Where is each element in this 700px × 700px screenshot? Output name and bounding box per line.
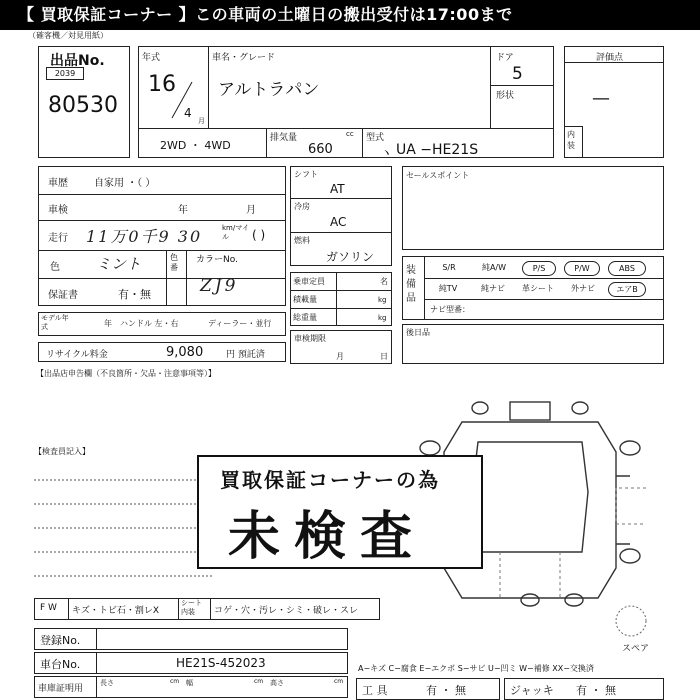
handle-value: ハンドル 左・右: [120, 319, 179, 328]
cert-width: 幅: [186, 679, 193, 687]
displacement-unit: cc: [346, 130, 354, 138]
shift-label: シフト: [294, 170, 318, 179]
color-no-label: 色番: [170, 253, 178, 272]
warranty-value: 有・無: [118, 288, 151, 301]
history-label: 車歴: [48, 178, 68, 189]
fw-label: F W: [40, 603, 57, 613]
model-value: UA −HE21S: [396, 142, 479, 158]
fw-value: キズ・トビ石・割レX: [72, 606, 159, 616]
year-label: 年式: [142, 53, 161, 63]
jack-value: 有 ・ 無: [576, 684, 616, 697]
stamp-line1: 買取保証コーナーの為: [220, 468, 440, 492]
warranty-label: 保証書: [48, 290, 78, 301]
lot-stamp: 2039: [46, 67, 84, 80]
inspection-month: 月: [246, 205, 256, 216]
tools-label: 工 具: [362, 684, 388, 697]
year-month-suffix: 月: [198, 117, 205, 125]
lot-label: 出品No.: [50, 53, 105, 69]
model-year-label: モデル年式: [41, 314, 69, 331]
header-fragment: （確客機／対見用紙）: [28, 31, 108, 40]
fuel-label: 燃料: [294, 236, 310, 245]
seat-label: シート内装: [181, 599, 202, 616]
mileage-value: 11万0千9 30: [86, 227, 203, 246]
equip-leather: 革シート: [522, 284, 554, 293]
tools-value: 有 ・ 無: [426, 684, 466, 697]
load-unit: kg: [378, 296, 387, 304]
year-month: 4: [184, 106, 192, 120]
period-month: 月: [336, 352, 344, 361]
car-name-value: アルトラパン: [218, 80, 320, 100]
mileage-label: 走行: [48, 233, 68, 244]
rating-value: —: [592, 88, 610, 109]
damage-legend: A−キズ C−腐食 E−エクボ S−サビ U−凹ミ W−補修 XX−交換済: [358, 664, 594, 673]
color-label: 色: [50, 262, 60, 273]
equip-airbag: エアB: [608, 282, 646, 297]
cert-cm-3: cm: [334, 678, 344, 685]
ac-value: AC: [330, 215, 347, 229]
stamp-line2: 未検査: [228, 507, 427, 567]
model-year-year: 年: [104, 319, 112, 328]
equip-ps: P/S: [522, 261, 556, 276]
equip-tv: 純TV: [438, 284, 458, 293]
report-label: 【出品店申告欄（不良箇所・欠品・注意事項等）】: [36, 369, 216, 378]
mileage-unit: km/マイル: [222, 224, 250, 241]
inspection-label: 車検: [48, 205, 68, 216]
sales-point-label: セールスポイント: [406, 171, 470, 180]
recycle-suffix: 円 預託済: [226, 350, 265, 360]
weight-unit: kg: [378, 314, 387, 322]
cert-label: 車庫証明用: [38, 684, 84, 694]
ac-label: 冷房: [294, 202, 310, 211]
color-code-label: カラーNo.: [196, 255, 238, 265]
equip-alloy: 純A/W: [481, 263, 507, 272]
interior-label: 内装: [567, 130, 575, 150]
notes-box: [402, 324, 664, 364]
cert-cm-2: cm: [254, 678, 264, 685]
inspector-label: 【検査員記入】: [34, 447, 90, 456]
notes-label: 後日品: [406, 328, 430, 337]
shape-label: 形状: [496, 91, 515, 101]
equip-navi: 純ナビ: [481, 284, 505, 293]
displacement-value: 660: [308, 142, 333, 157]
spare-tire-icon: [614, 604, 648, 638]
weight-label: 総重量: [293, 313, 317, 322]
doors-label: ドア: [496, 53, 514, 63]
model-label: 型式: [366, 133, 385, 143]
recycle-value: 9,080: [166, 345, 204, 360]
history-value: 自家用 ・（ ）: [94, 178, 156, 189]
cert-height: 高さ: [270, 679, 284, 687]
spare-label: スペア: [622, 644, 650, 654]
top-banner: 【 買取保証コーナー 】この車両の土曜日の搬出受付は17:00まで: [0, 0, 700, 30]
equipment-label: 装備品: [406, 265, 416, 304]
model-prefix: ヽ: [380, 146, 394, 161]
mileage-paren: ( ): [252, 228, 266, 242]
year-value: 16: [148, 72, 176, 97]
fuel-value: ガソリン: [326, 250, 375, 264]
equip-abs: ABS: [608, 261, 646, 276]
navi-model-label: ナビ型番：: [430, 305, 470, 314]
recycle-label: リサイクル料金: [46, 350, 108, 360]
shift-value: AT: [330, 182, 345, 196]
inspector-lines: [34, 460, 214, 590]
chassis-label: 車台No.: [40, 658, 81, 671]
displacement-label: 排気量: [270, 133, 298, 143]
drive-value: 2WD ・ 4WD: [160, 139, 231, 152]
equip-ext-navi: 外ナビ: [571, 284, 595, 293]
color-value: ミント: [96, 255, 142, 273]
load-label: 積載量: [293, 295, 317, 304]
seat-value: コゲ・穴・汚レ・シミ・破レ・スレ: [214, 606, 359, 616]
capacity-unit: 名: [380, 277, 388, 286]
car-name-label: 車名・グレード: [212, 53, 276, 63]
registration-label: 登録No.: [40, 634, 81, 647]
capacity-label: 乗車定員: [293, 277, 325, 286]
cert-length: 長さ: [100, 679, 114, 687]
inspection-year: 年: [178, 205, 188, 216]
lot-number: 80530: [48, 93, 118, 118]
period-day: 日: [380, 352, 388, 361]
equip-sr: S/R: [442, 263, 456, 272]
chassis-value: HE21S-452023: [176, 656, 266, 670]
color-code-value: ZJ9: [200, 276, 239, 296]
registration-row: [34, 628, 348, 650]
dealer-value: ディーラー・並行: [208, 319, 272, 328]
equip-pw: P/W: [564, 261, 600, 276]
doors-value: 5: [512, 64, 523, 84]
cert-cm-1: cm: [170, 678, 180, 685]
period-label: 車検期限: [294, 334, 326, 343]
jack-label: ジャッキ: [510, 684, 554, 697]
rating-label: 評価点: [596, 53, 624, 63]
